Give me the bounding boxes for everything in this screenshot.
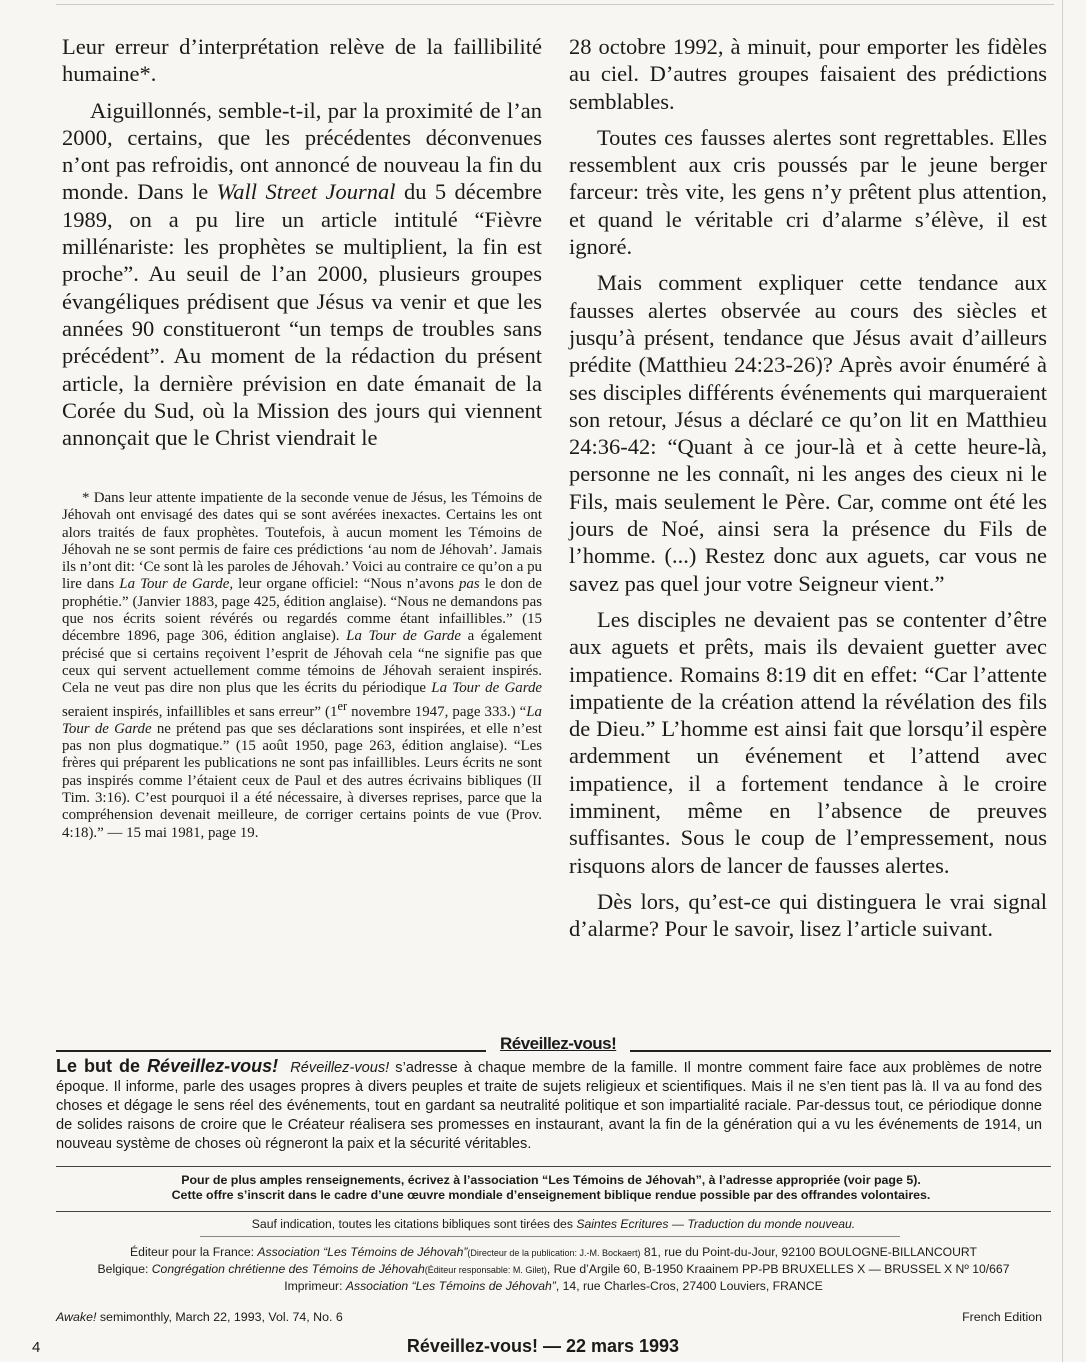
footnote-italic: La Tour de Garde, [119,576,234,593]
right-paragraph-1: 28 octobre 1992, à minuit, pour emporter les fidèles au ciel. D’autres groupes faisaient des prédictions semblables. [569,34,1047,114]
purpose-heading-magazine: Réveillez-vous! [147,1056,279,1076]
page-number: 4 [32,1339,41,1356]
purpose-magazine-name: Réveillez-vous! [290,1060,390,1076]
purpose-body: s’adresse à chaque membre de la famille. Il montre comment faire face aux problèmes de notre époque. Il informe, parle des usages propres à divers peuples et traite de sujets religieux et scientifiques. Mais il ne s’en tient pas là. Il va au fond des choses et dégage le sens réel des événements, tout en gardant sa neutralité politique et son impartialité raciale. Par-dessus tout, ce périodique donne de solides raisons de croire que le Créateur réalisera ses promesses en instaurant, avant la fin de la génération qui a vu les événements de 1914, un nouveau système de choses où régneront la paix et la sécurité véritables. [56,1060,1043,1153]
citations-note [56,1216,1051,1232]
footnote-italic: La Tour de Garde [62,703,542,737]
left-paragraph-1: Leur erreur d’interprétation relève de la faillibilité humaine*. [62,34,542,87]
citations-prefix: Sauf indication, toutes les citations bibliques sont tirées des [251,1217,577,1231]
edition-details: semimonthly, March 22, 1993, Vol. 74, No. 6 [96,1310,343,1324]
footnote-text [62,490,542,842]
edition-info [56,1310,343,1324]
footnote-part: ne prétend pas que ses déclarations sont inspirées, et elle n’est pas non plus dogmatique.” (15 août 1950, page 263, édition anglaise). “Les frères qui préparent les publications ne sont pas infaillibles. Leurs écrits ne sont pas inspirés comme l’étaient ceux de Paul et des autres écrivains bibliques (II Tim. 3:16). C’est pourquoi il a été nécessaire, à diverses reprises, parce que la compréhension devenait meilleure, de corriger certains points de vue (Prov. 4:18).” — 15 mai 1981, page 19. [62,720,542,841]
left-paragraph-2-start: Aiguillonnés, semble-t-il, par la proximité de l’an 2000, certains, que les précédentes déconvenues n’ont pas refroidis, ont annoncé de nouveau la fin du monde. Dans le [62,97,542,205]
footnote-part: a également précisé que si certains reçoivent l’esprit de Jéhovah cela “ne signifie pas que ceux qui servent actuellement comme témoins de Jéhovah seraient inspirés. Cela ne veut pas dire non plus que les écrits du périodique [62,628,542,697]
contact-line-1: Pour de plus amples renseignements, écrivez à l’association “Les Témoins de Jéhovah”, à l’adresse appropriée (voir page 5). [181,1173,921,1187]
footnote [62,490,542,842]
scan-edge-line [1062,0,1063,1362]
right-column [569,33,1047,952]
publisher-address: , Rue d’Argile 60, B-1950 Kraainem PP-PB BRUXELLES X — BRUSSEL X Nº 10/667 [546,1262,1010,1276]
printer-name: Association “Les Témoins de Jéhovah” [345,1279,556,1293]
purpose-heading [56,1056,278,1076]
running-footer: Réveillez-vous! — 22 mars 1993 [406,1336,680,1356]
purpose-box [56,1057,1042,1154]
footnote-italic: La Tour de Garde [431,680,542,697]
footnote-part: * Dans leur attente impatiente de la seconde venue de Jésus, les Témoins de Jéhovah ont envisagé des dates qui se sont avérées inexactes. Certains les ont alors traités de faux prophètes. Toutefois, à aucun moment les Témoins de Jéhovah ne se sont permis de faire ces prédictions ‘au nom de Jéhovah’. Jamais ils n’ont dit: ‘Ce sont là les paroles de Jéhovah.’ Voici au contraire ce qu’on a pu lire dans [62,490,542,593]
contact-line-2: Cette offre s’inscrit dans le cadre d’une œuvre mondiale d’enseignement biblique rendue possible par des offrandes volontaires. [171,1188,931,1202]
divider-rule [200,1236,900,1237]
right-paragraph-4: Les disciples ne devaient pas se contenter d’être aux aguets et prêts, mais ils devaient guetter avec impatience. Romains 8:19 dit en effet: “Car l’attente impatiente de la création attend la révélation des fils de Dieu.” L’homme est ainsi fait que lorsqu’il espère ardemment un événement et l’attend avec impatience, il a fortement tendance à le croire imminent, même en l’absence de preuves suffisantes. Sous le coup de l’empressement, nous risquons alors de lancer de fausses alertes. [569,606,1047,878]
top-rule [56,4,1054,5]
printer-address: , 14, rue Charles-Cros, 27400 Louviers, FRANCE [555,1279,823,1293]
masthead-logo: Réveillez-vous! [486,1034,630,1054]
printer-label: Imprimeur: [284,1279,346,1293]
publisher-name: Association “Les Témoins de Jéhovah” [257,1245,468,1259]
awake-title: Awake! [56,1310,97,1324]
right-paragraph-2: Toutes ces fausses alertes sont regrettables. Elles ressemblent aux cris poussés par le jeune berger farceur: très vite, les gens n’y prêtent plus attention, et quand le véritable cri d’alarme s’élève, il est ignoré. [569,124,1047,260]
publisher-name: Congrégation chrétienne des Témoins de Jéhovah [151,1262,425,1276]
left-paragraph-2-end: du 5 décembre 1989, on a pu lire un article intitulé “Fièvre millénariste: les prophètes se multiplient, la fin est proche”. Au seuil de l’an 2000, plusieurs groupes évangéliques prédisent que Jésus va venir et que les années 90 constitueront “un temps de troubles sans précédent”. Au moment de la rédaction du présent article, la dernière prévision en date émanait de la Corée du Sud, où la Mission des jours qui viennent annonçait que le Christ viendrait le [62,179,542,451]
publisher-director: (Directeur de la publication: J.-M. Bockaert) [467,1248,641,1258]
publishers-info [56,1244,1051,1294]
divider-rule [56,1211,1051,1212]
publisher-address: 81, rue du Point-du-Jour, 92100 BOULOGNE-BILLANCOURT [640,1245,977,1259]
edition-language: French Edition [962,1310,1042,1324]
publisher-label: Belgique: [97,1262,152,1276]
right-paragraph-3: Mais comment expliquer cette tendance aux fausses alertes observée au cours des siècles et jusqu’à présent, tendance que Jésus avait d’ailleurs prédite (Matthieu 24:23-26)? Après avoir énuméré à ses disciples différents événements qui marqueraient son retour, Jésus a déclaré ce qu’on lit en Matthieu 24:36-42: “Quant à ce jour-là et à cette heure-là, personne ne les connaît, ni les anges des cieux ni le Fils, mais seulement le Père. Car, comme ont été les jours de Noé, ainsi sera la présence du Fils de l’homme. (...) Restez donc aux aguets, car vous ne savez pas quel jour votre Seigneur vient.” [569,270,1047,596]
purpose-heading-prefix: Le but de [56,1056,148,1076]
divider-rule [56,1166,1051,1167]
publisher-editor: (Éditeur responsable: M. Gilet) [424,1265,547,1275]
footnote-part: leur organe officiel: “Nous n’avons [233,576,459,593]
right-paragraph-5: Dès lors, qu’est-ce qui distinguera le vrai signal d’alarme? Pour le savoir, lisez l’article suivant. [569,888,1047,942]
footnote-italic: pas [458,576,480,593]
bible-title: Saintes Ecritures — Traduction du monde nouveau. [576,1217,856,1231]
publisher-france [56,1244,1051,1261]
publisher-label: Éditeur pour la France: [130,1245,258,1259]
printer [56,1278,1051,1294]
left-paragraph-2 [62,97,542,452]
left-column [62,33,542,460]
footnote-part: le don de prophétie.” (Janvier 1883, page 425, édition anglaise). “Nous ne demandons pas que nos écrits soient révérés ou regardés comme étant infaillibles.” (15 décembre 1896, page 306, édition anglaise). [62,576,542,645]
footnote-superscript: er [337,698,348,713]
publisher-belgium [56,1261,1051,1278]
footnote-italic: La Tour de Garde [346,628,461,645]
footnote-part: seraient inspirés, infaillibles et sans erreur” (1 [62,703,338,720]
contact-notice [56,1173,1046,1203]
journal-title: Wall Street Journal [216,179,396,205]
footnote-part: novembre 1947, page 333.) “ [347,703,527,720]
